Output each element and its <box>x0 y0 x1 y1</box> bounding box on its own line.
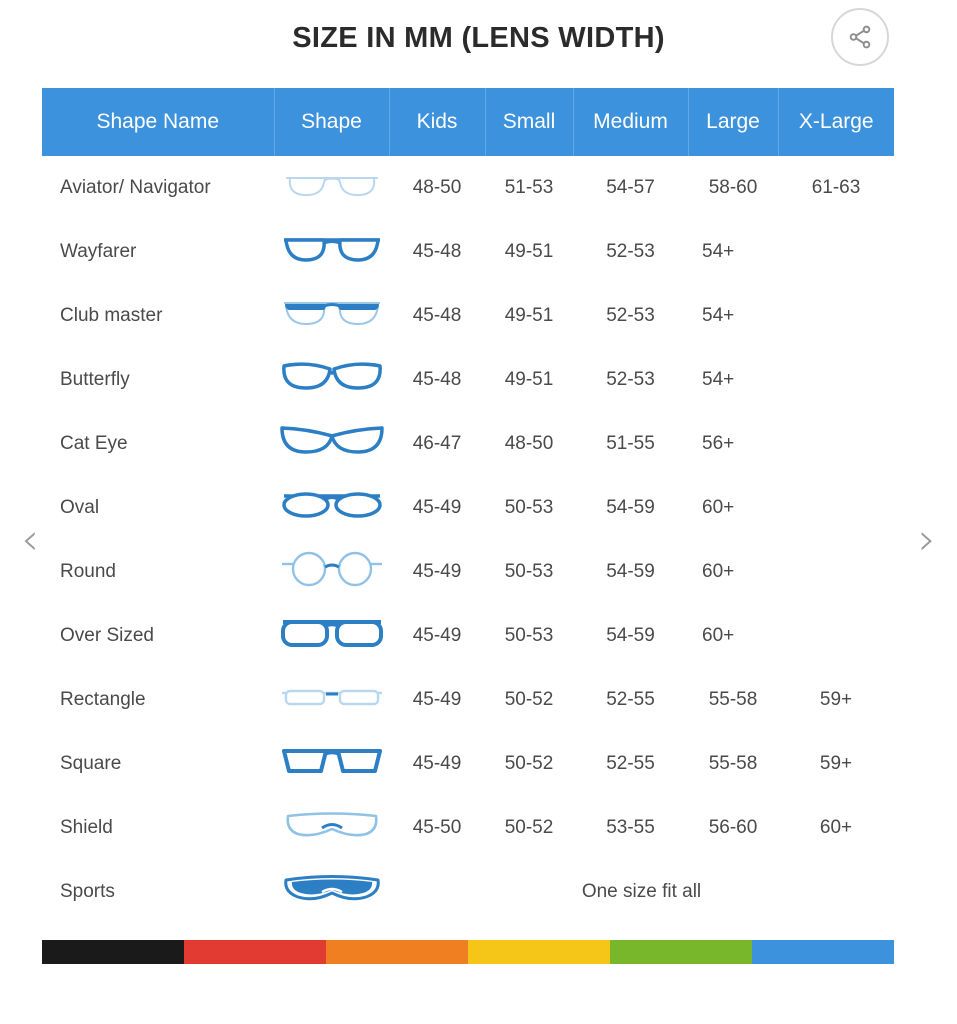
color-swatch-blue <box>752 940 894 964</box>
row-kids: 45-50 <box>389 796 485 860</box>
size-table-wrapper <box>42 88 894 924</box>
size-table <box>42 88 894 924</box>
oversized-glasses-icon <box>278 612 386 654</box>
row-xlarge: 59+ <box>778 732 894 796</box>
aviator-glasses-icon <box>278 164 386 206</box>
butterfly-glasses-icon <box>278 356 386 398</box>
row-shape-name: Aviator/ Navigator <box>42 156 274 220</box>
row-large: 55-58 <box>688 668 778 732</box>
row-shape-name: Square <box>42 732 274 796</box>
row-kids: 45-49 <box>389 668 485 732</box>
row-medium: 51-55 <box>573 412 688 476</box>
row-shape-name: Round <box>42 540 274 604</box>
row-small: 49-51 <box>485 220 573 284</box>
row-medium: 52-55 <box>573 732 688 796</box>
row-small: 48-50 <box>485 412 573 476</box>
column-header-shape: Shape <box>274 88 389 156</box>
row-shape-cell <box>274 412 389 476</box>
row-shape-cell <box>274 604 389 668</box>
table-row <box>42 412 894 476</box>
row-large: 60+ <box>688 476 778 540</box>
row-medium: 52-53 <box>573 348 688 412</box>
table-header <box>42 88 894 156</box>
table-row <box>42 156 894 220</box>
row-one-size-text: One size fit all <box>389 860 894 924</box>
row-large: 56-60 <box>688 796 778 860</box>
row-shape-cell <box>274 540 389 604</box>
row-kids: 45-48 <box>389 284 485 348</box>
table-row <box>42 732 894 796</box>
row-xlarge: 61-63 <box>778 156 894 220</box>
row-medium: 54-57 <box>573 156 688 220</box>
row-shape-name: Butterfly <box>42 348 274 412</box>
row-shape-name: Shield <box>42 796 274 860</box>
table-row <box>42 860 894 924</box>
row-kids: 45-48 <box>389 220 485 284</box>
share-button[interactable] <box>831 8 889 66</box>
row-shape-name: Oval <box>42 476 274 540</box>
row-shape-cell <box>274 284 389 348</box>
row-shape-cell <box>274 476 389 540</box>
row-small: 51-53 <box>485 156 573 220</box>
row-small: 50-53 <box>485 604 573 668</box>
color-swatch-black <box>42 940 184 964</box>
row-medium: 52-53 <box>573 284 688 348</box>
row-small: 50-53 <box>485 476 573 540</box>
table-row <box>42 476 894 540</box>
table-row <box>42 284 894 348</box>
row-shape-cell <box>274 796 389 860</box>
row-small: 50-52 <box>485 796 573 860</box>
sports-glasses-icon <box>278 868 386 910</box>
column-header-medium: Medium <box>573 88 688 156</box>
row-kids: 45-49 <box>389 476 485 540</box>
table-body <box>42 156 894 924</box>
row-small: 50-53 <box>485 540 573 604</box>
share-icon <box>847 24 873 50</box>
title-bar <box>0 0 957 86</box>
row-xlarge <box>778 412 894 476</box>
table-header-row <box>42 88 894 156</box>
row-xlarge <box>778 220 894 284</box>
color-swatch-yellow <box>468 940 610 964</box>
row-xlarge <box>778 604 894 668</box>
clubmaster-glasses-icon <box>278 292 386 334</box>
row-kids: 45-49 <box>389 540 485 604</box>
row-shape-cell <box>274 668 389 732</box>
row-xlarge: 59+ <box>778 668 894 732</box>
row-medium: 52-55 <box>573 668 688 732</box>
row-xlarge: 60+ <box>778 796 894 860</box>
row-large: 60+ <box>688 540 778 604</box>
row-kids: 45-49 <box>389 604 485 668</box>
row-shape-name: Sports <box>42 860 274 924</box>
square-glasses-icon <box>278 740 386 782</box>
round-glasses-icon <box>278 548 386 590</box>
row-xlarge <box>778 284 894 348</box>
wayfarer-glasses-icon <box>278 228 386 270</box>
row-medium: 54-59 <box>573 540 688 604</box>
table-row <box>42 668 894 732</box>
row-shape-name: Rectangle <box>42 668 274 732</box>
cat-eye-glasses-icon <box>278 420 386 462</box>
row-shape-name: Wayfarer <box>42 220 274 284</box>
table-row <box>42 220 894 284</box>
row-shape-cell <box>274 348 389 412</box>
row-large: 58-60 <box>688 156 778 220</box>
table-row <box>42 540 894 604</box>
row-xlarge <box>778 348 894 412</box>
color-swatch-orange <box>326 940 468 964</box>
row-kids: 45-48 <box>389 348 485 412</box>
table-row <box>42 348 894 412</box>
row-shape-name: Over Sized <box>42 604 274 668</box>
row-shape-cell <box>274 732 389 796</box>
row-shape-cell <box>274 220 389 284</box>
column-header-kids: Kids <box>389 88 485 156</box>
color-swatch-red <box>184 940 326 964</box>
oval-glasses-icon <box>278 484 386 526</box>
row-small: 49-51 <box>485 284 573 348</box>
row-large: 55-58 <box>688 732 778 796</box>
shield-glasses-icon <box>278 804 386 846</box>
row-medium: 52-53 <box>573 220 688 284</box>
color-bar <box>42 940 894 964</box>
row-xlarge <box>778 476 894 540</box>
row-kids: 45-49 <box>389 732 485 796</box>
column-header-x-large: X-Large <box>778 88 894 156</box>
row-large: 60+ <box>688 604 778 668</box>
row-large: 54+ <box>688 284 778 348</box>
column-header-shape-name: Shape Name <box>42 88 274 156</box>
carousel-prev-arrow[interactable]: ‹ <box>21 514 39 565</box>
row-medium: 54-59 <box>573 476 688 540</box>
color-swatch-green <box>610 940 752 964</box>
page-title: SIZE IN MM (LENS WIDTH) <box>292 22 665 54</box>
row-large: 56+ <box>688 412 778 476</box>
column-header-large: Large <box>688 88 778 156</box>
row-kids: 46-47 <box>389 412 485 476</box>
row-small: 50-52 <box>485 668 573 732</box>
table-row <box>42 796 894 860</box>
row-shape-cell <box>274 860 389 924</box>
row-xlarge <box>778 540 894 604</box>
row-medium: 54-59 <box>573 604 688 668</box>
row-large: 54+ <box>688 348 778 412</box>
row-shape-name: Cat Eye <box>42 412 274 476</box>
row-small: 49-51 <box>485 348 573 412</box>
row-kids: 48-50 <box>389 156 485 220</box>
column-header-small: Small <box>485 88 573 156</box>
table-row <box>42 604 894 668</box>
row-small: 50-52 <box>485 732 573 796</box>
row-shape-name: Club master <box>42 284 274 348</box>
row-large: 54+ <box>688 220 778 284</box>
rectangle-glasses-icon <box>278 676 386 718</box>
row-shape-cell <box>274 156 389 220</box>
row-medium: 53-55 <box>573 796 688 860</box>
carousel-next-arrow[interactable]: › <box>918 514 936 565</box>
